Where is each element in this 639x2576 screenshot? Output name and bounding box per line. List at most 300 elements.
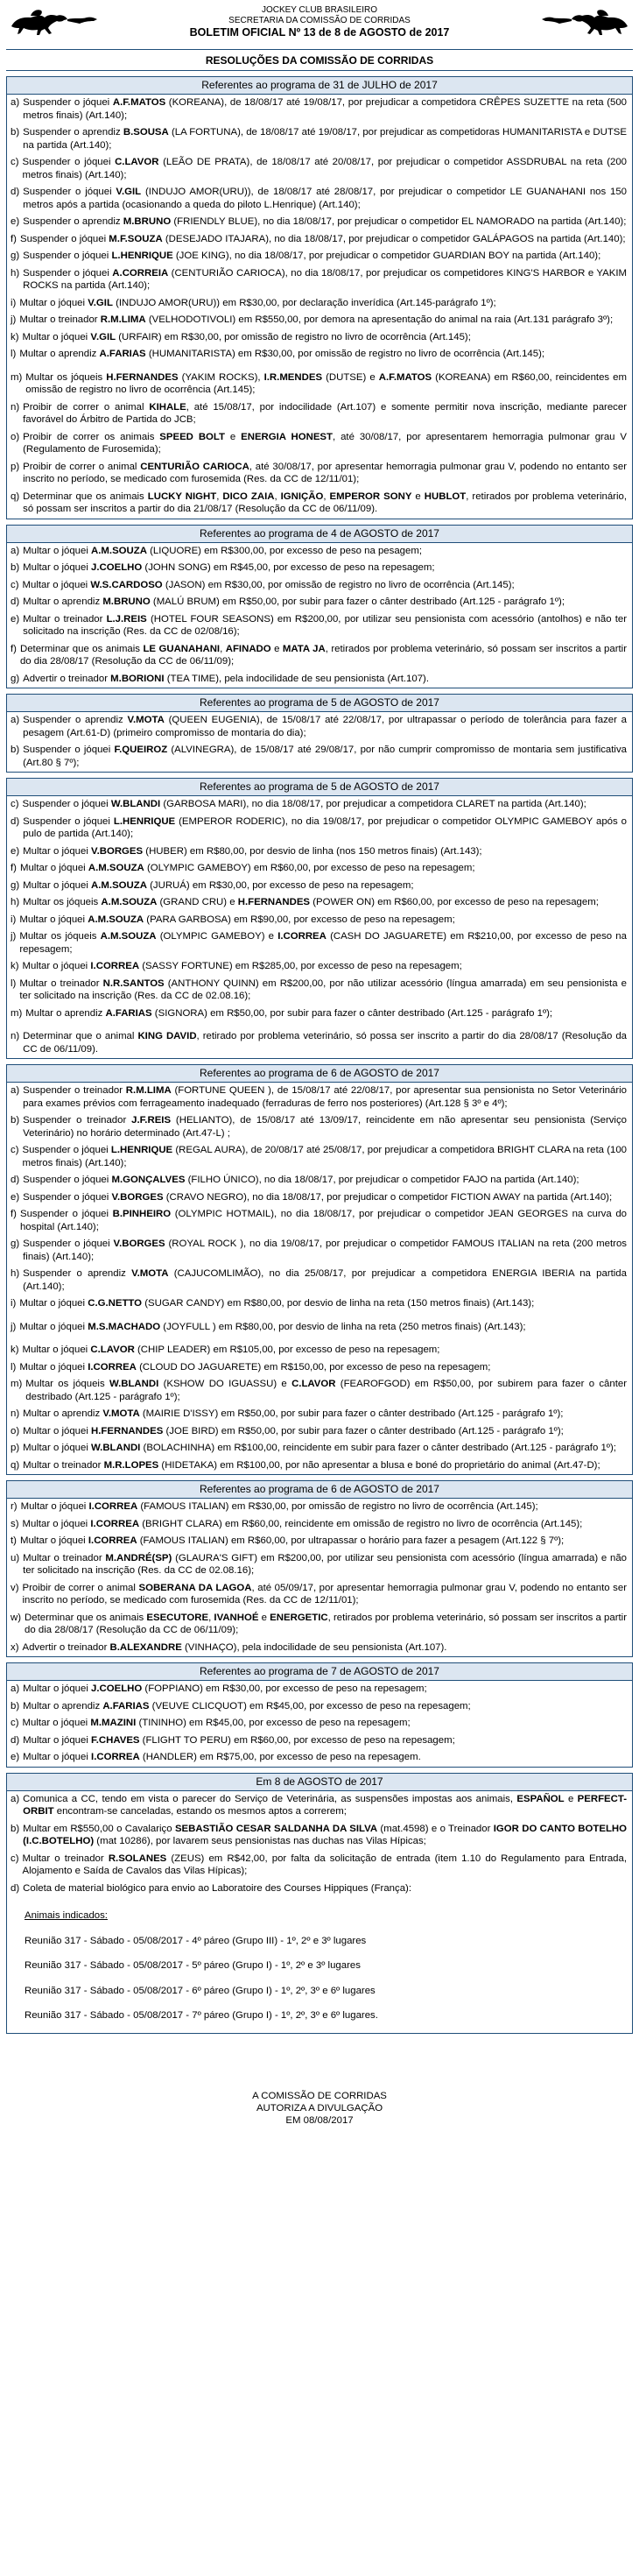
item-text: Suspender o jóquei L.HENRIQUE (REGAL AURA), de 20/08/17 até 25/08/17, por prejudicar a competidora BRIGHT CLARA na reta (100 metros finais) (Art.140); — [22, 1145, 627, 1168]
item-text: Multar em R$550,00 o Cavalariço SEBASTIÃO CESAR SALDANHA DA SILVA (mat.4598) e o Treinador IGOR DO CANTO BOTELHO (I.C.BOTELHO) (mat 10286), por lavarem seus pensionistas nas duchas nas Vilas Hípicas; — [23, 1823, 627, 1846]
highlighted-name: ENERGIA HONEST — [241, 431, 333, 442]
bulletin-header — [6, 5, 633, 44]
item-letter: d) — [11, 187, 20, 197]
item-letter: t) — [11, 1535, 17, 1546]
item-letter: h) — [11, 267, 20, 279]
item-letter: f) — [11, 643, 17, 654]
item-letter: b) — [11, 1700, 20, 1711]
resolution-item — [7, 671, 632, 688]
section-heading: Referentes ao programa de 6 de AGOSTO de 2017 — [7, 1065, 632, 1083]
item-letter: m) — [11, 1379, 23, 1389]
highlighted-name: N.R.SANTOS — [102, 977, 165, 989]
resolution-item — [7, 1516, 632, 1534]
resolution-item — [7, 214, 632, 231]
resolution-section — [6, 1662, 633, 1768]
item-text: Multar o treinador R.M.LIMA (VELHODOTIVOLI) em R$550,00, por demora na apresentação do animal na raia (Art.131 parágrafo 3º); — [19, 314, 614, 325]
item-letter: e) — [11, 613, 20, 625]
item-text: Multar o jóquei H.FERNANDES (JOE BIRD) em R$50,00, por subir para fazer o cânter destribado (Art.125 - parágrafo 1º); — [23, 1425, 564, 1436]
item-letter: s) — [11, 1518, 19, 1529]
highlighted-name: M.MAZINI — [90, 1718, 137, 1728]
item-text: Suspender o jóquei L.HENRIQUE (EMPEROR RODERIC), no dia 19/08/17, por prejudicar o competidor OLYMPIC GAMEBOY após o pulo de partida (Art.140); — [23, 815, 627, 839]
animals-label — [7, 1909, 632, 1923]
highlighted-name: W.BLANDI — [110, 799, 161, 809]
item-text: Multar o jóquei I.CORREA (HANDLER) em R$75,00, por excesso de peso na repesagem. — [23, 1752, 421, 1762]
resolution-item — [7, 560, 632, 577]
resolution-item — [7, 814, 632, 843]
item-text: Multar o jóquei A.M.SOUZA (PARA GARBOSA) em R$90,00, por excesso de peso na repesagem; — [19, 914, 455, 925]
item-text: Coleta de material biológico para envio ao Laboratoire des Courses Hippiques (França): — [23, 1882, 411, 1894]
resolution-item — [7, 860, 632, 878]
resolution-item — [7, 1749, 632, 1767]
item-letter: i) — [11, 297, 17, 308]
footer-line-1: A COMISSÃO DE CORRIDAS — [252, 2090, 387, 2101]
item-letter: n) — [11, 1031, 20, 1041]
resolution-section — [6, 1773, 633, 2034]
item-letter: b) — [11, 562, 20, 573]
resolution-item — [7, 843, 632, 861]
highlighted-name: H.FERNANDES — [106, 371, 179, 383]
resolution-item — [7, 594, 632, 611]
resolution-item — [7, 1821, 632, 1851]
highlighted-name: LUCKY NIGHT — [147, 490, 217, 502]
resolution-item — [7, 1550, 632, 1580]
highlighted-name: I.CORREA — [90, 1518, 140, 1529]
item-text: Multar o jóquei C.G.NETTO (SUGAR CANDY) em R$80,00, por desvio de linha na reta (150 metros finais) (Art.143); — [19, 1298, 535, 1309]
highlighted-name: V.BORGES — [91, 845, 144, 857]
highlighted-name: DICO ZAIA — [222, 490, 275, 502]
highlighted-name: IVANHOÉ — [214, 1612, 259, 1623]
resolution-section — [6, 694, 633, 773]
resolution-item — [7, 1266, 632, 1295]
item-letter: j) — [11, 1321, 17, 1332]
item-letter: a) — [11, 1085, 20, 1096]
item-letter: b) — [11, 1823, 20, 1834]
racehorse-logo-left — [6, 7, 104, 37]
item-letter: a) — [11, 1793, 20, 1804]
item-text: Suspender o treinador R.M.LIMA (FORTUNE QUEEN ), de 15/08/17 até 22/08/17, por apresentar sua pensionista no Setor Veterinário para exames prévios com ferrageamento inadequado (ferraduras de ferro nos posteriores) (Art.128 § 3º e 4º); — [23, 1085, 627, 1109]
footer-line-3: EM 08/08/2017 — [285, 2114, 354, 2126]
item-letter: r) — [11, 1501, 18, 1512]
highlighted-name: I.CORREA — [90, 961, 140, 971]
item-text: Suspender o jóquei W.BLANDI (GARBOSA MARI), no dia 18/08/17, por prejudicar a competidora CLARET na partida (Art.140); — [22, 799, 586, 809]
item-letter: q) — [11, 1459, 20, 1471]
highlighted-name: A.FARIAS — [102, 1700, 150, 1711]
item-letter: f) — [11, 233, 17, 244]
resolution-item — [7, 1533, 632, 1550]
section-heading: Referentes ao programa de 4 de AGOSTO de 2017 — [7, 526, 632, 543]
highlighted-name: I.CORREA — [91, 1752, 140, 1762]
highlighted-name: C.LAVOR — [291, 1379, 336, 1389]
item-letter: f) — [11, 863, 17, 873]
resolution-item — [7, 1342, 632, 1359]
item-letter: e) — [11, 216, 20, 227]
item-letter: g) — [11, 673, 20, 684]
highlighted-name: KIHALE — [149, 401, 186, 413]
resolution-item — [7, 1851, 632, 1881]
highlighted-name: M.GONÇALVES — [111, 1175, 186, 1185]
resolution-item — [7, 1406, 632, 1423]
resolution-section — [6, 76, 633, 519]
item-text: Proibir de correr os animais SPEED BOLT e ENERGIA HONEST, até 30/08/17, por apresentarem hemorragia pulmonar grau V (Regulamento de Furosemida); — [23, 431, 628, 455]
highlighted-name: M.BRUNO — [123, 216, 172, 227]
item-letter: l) — [11, 977, 17, 989]
highlighted-name: V.GIL — [116, 187, 142, 197]
resolution-item — [7, 459, 632, 489]
item-letter: e) — [11, 845, 20, 857]
item-letter: c) — [11, 799, 19, 809]
highlighted-name: M.BORIONI — [110, 673, 165, 684]
highlighted-name: I.CORREA — [88, 1535, 137, 1546]
item-text: Suspender o jóquei M.GONÇALVES (FILHO ÚNICO), no dia 18/08/17, por prejudicar o competidor FAJO na partida (Art.140); — [23, 1175, 579, 1185]
resolution-item — [7, 1142, 632, 1172]
item-text: Suspender o jóquei V.GIL (INDUJO AMOR(URU)), de 18/08/17 até 28/08/17, por prejudicar o competidor LE GUANAHANI nos 150 metros após a partida (ocasionando a queda do piloto L.Henrique) (Art.140); — [23, 187, 628, 210]
resolution-item — [7, 611, 632, 641]
item-text: Proibir de correr o animal CENTURIÃO CARIOCA, até 30/08/17, por apresentar hemorragia pulmonar grau V, podendo no entanto ser inscrito no período, se medicado com furosemida (Res. da CC de 12/11/01); — [23, 461, 627, 484]
resolution-item — [7, 1028, 632, 1058]
item-letter: f) — [11, 1209, 17, 1219]
resolutions-title: RESOLUÇÕES DA COMISSÃO DE CORRIDAS — [6, 49, 633, 71]
highlighted-name: I.R.MENDES — [263, 371, 323, 383]
resolution-item — [7, 231, 632, 249]
section-heading: Referentes ao programa de 31 de JULHO de 2017 — [7, 77, 632, 95]
resolution-item — [7, 329, 632, 347]
highlighted-name: LE GUANAHANI — [143, 643, 221, 654]
highlighted-name: F.QUEIROZ — [114, 745, 168, 755]
item-letter: x) — [11, 1641, 19, 1653]
item-letter: b) — [11, 127, 20, 138]
highlighted-name: H.FERNANDES — [91, 1425, 164, 1436]
item-text: Multar o jóquei J.COELHO (FOPPIANO) em R$30,00, por excesso de peso na repesagem; — [23, 1683, 427, 1694]
highlighted-name: ENERGETIC — [270, 1612, 328, 1623]
item-letter: o) — [11, 431, 20, 442]
reunion-line: Reunião 317 - Sábado - 05/08/2017 - 4º páreo (Grupo III) - 1º, 2º e 3º lugares — [25, 1935, 367, 1946]
resolution-item — [7, 1499, 632, 1516]
highlighted-name: A.M.SOUZA — [101, 897, 158, 907]
item-text: Multar o treinador R.SOLANES (ZEUS) em R$42,00, por falta da solicitação de entrada (item 1.10 do Regulamento para Entrada, Alojamento e Saída de Cavalos das Vilas Hípicas); — [22, 1853, 628, 1876]
item-text: Determinar que o animal KING DAVID, retirado por problema veterinário, só possa ser inscrito a partir do dia 28/08/17 (Resolução da CC de 06/11/09). — [23, 1031, 627, 1055]
item-text: Multar o jóquei I.CORREA (CLOUD DO JAGUARETE) em R$150,00, por excesso de peso na repesagem; — [19, 1361, 491, 1373]
resolution-item — [7, 1172, 632, 1189]
resolution-item — [7, 1359, 632, 1377]
section-heading: Referentes ao programa de 5 de AGOSTO de 2017 — [7, 695, 632, 712]
item-text: Multar o jóquei W.BLANDI (BOLACHINHA) em R$100,00, reincidente em subir para fazer o cânter destribado (Art.125 - parágrafo 1º); — [23, 1443, 616, 1453]
highlighted-name: (I.C.BOTELHO) — [23, 1836, 95, 1846]
item-letter: l) — [11, 1361, 17, 1373]
resolution-item — [7, 1733, 632, 1750]
highlighted-name: M.R.LOPES — [103, 1459, 159, 1471]
highlighted-name: MATA JA — [282, 643, 326, 654]
resolution-item — [7, 295, 632, 313]
item-text: Multar o jóquei A.M.SOUZA (OLYMPIC GAMEBOY) em R$60,00, por excesso de peso na repesagem; — [19, 863, 475, 873]
highlighted-name: L.HENRIQUE — [113, 815, 176, 827]
highlighted-name: B.ALEXANDRE — [109, 1641, 182, 1653]
resolution-item — [7, 1206, 632, 1236]
resolution-item — [7, 154, 632, 184]
reunion-line: Reunião 317 - Sábado - 05/08/2017 - 7º páreo (Grupo I) - 1º, 2º, 3º e 6º lugares. — [25, 2010, 378, 2021]
item-text: Suspender o jóquei M.F.SOUZA (DESEJADO ITAJARA), no dia 18/08/17, por prejudicar o competidor GALÁPAGOS na partida (Art.140); — [19, 233, 626, 244]
highlighted-name: F.CHAVES — [91, 1734, 140, 1746]
item-letter: i) — [11, 914, 17, 925]
item-letter: g) — [11, 1239, 20, 1249]
resolution-item — [7, 641, 632, 671]
highlighted-name: A.M.SOUZA — [100, 931, 157, 942]
item-letter: d) — [11, 596, 20, 607]
item-letter: o) — [11, 1425, 20, 1436]
sections-container — [6, 76, 633, 2034]
resolution-item — [7, 878, 632, 895]
highlighted-name: C.LAVOR — [90, 1344, 135, 1355]
item-text: Multar o jóquei I.CORREA (FAMOUS ITALIAN) em R$60,00, por ultrapassar o horário para fazer a pesagem (Art.122 § 7º); — [19, 1535, 565, 1546]
highlighted-name: AFINADO — [225, 643, 271, 654]
highlighted-name: PERFECT-ORBIT — [23, 1793, 627, 1817]
item-letter: g) — [11, 879, 20, 891]
resolution-item — [7, 1236, 632, 1266]
item-letter: d) — [11, 1882, 20, 1894]
dept-name: SECRETARIA DA COMISSÃO DE CORRIDAS — [228, 16, 411, 25]
reunion-line: Reunião 317 - Sábado - 05/08/2017 - 5º páreo (Grupo I) - 1º, 2º e 3º lugares — [25, 1960, 361, 1971]
item-text: Multar o jóquei I.CORREA (SASSY FORTUNE) em R$285,00, por excesso de peso na repesagem; — [22, 961, 462, 971]
resolution-item — [7, 1791, 632, 1821]
item-letter: k) — [11, 331, 19, 342]
resolution-item — [7, 958, 632, 976]
highlighted-name: W.BLANDI — [109, 1379, 159, 1389]
item-text: Suspender o jóquei F.QUEIROZ (ALVINEGRA), de 15/08/17 até 29/08/17, por não cumprir compromisso de montaria sem justificativa (Art.80 § 7º); — [23, 745, 627, 768]
item-letter: v) — [11, 1582, 19, 1593]
item-letter: m) — [11, 1007, 23, 1019]
resolution-item — [7, 95, 632, 124]
item-text: Advertir o treinador M.BORIONI (TEA TIME), pela indocilidade de seu pensionista (Art.107). — [23, 673, 429, 684]
item-text: Suspender o jóquei C.LAVOR (LEÃO DE PRATA), de 18/08/17 até 20/08/17, por prejudicar o competidor ASSDRUBAL na reta (200 metros finais) (Art.140); — [22, 157, 627, 180]
item-letter: m) — [11, 371, 23, 383]
item-text: Suspender o jóquei A.F.MATOS (KOREANA), de 18/08/17 até 19/08/17, por prejudicar a competidora CRÊPES SUZETTE na reta (500 metros finais) (Art.140); — [23, 97, 627, 121]
highlighted-name: V.BORGES — [111, 1191, 164, 1203]
resolution-item — [7, 912, 632, 929]
resolution-item — [7, 1640, 632, 1657]
resolution-item — [7, 928, 632, 958]
highlighted-name: A.M.SOUZA — [91, 879, 147, 891]
item-letter: c) — [11, 1145, 19, 1155]
resolution-item — [7, 489, 632, 519]
item-text: Proibir de correr o animal KIHALE, até 15/08/17, por indocilidade (Art.107) e somente permitir nova inscrição, mediante parecer favorável do Árbitro de Partida do JCB; — [23, 401, 628, 425]
highlighted-name: EMPEROR SONY — [329, 490, 412, 502]
resolution-item — [7, 1423, 632, 1441]
animals-label-text: Animais indicados: — [25, 1910, 108, 1921]
footer-line-2: AUTORIZA A DIVULGAÇÃO — [256, 2102, 383, 2114]
item-letter: e) — [11, 1191, 20, 1203]
item-text: Multar o jóquei A.M.SOUZA (LIQUORE) em R$300,00, por excesso de peso na pesagem; — [23, 545, 422, 556]
item-text: Multar o jóquei F.CHAVES (FLIGHT TO PERU) em R$60,00, por excesso de peso na repesagem; — [23, 1734, 455, 1746]
highlighted-name: A.M.SOUZA — [88, 863, 144, 873]
item-text: Multar o jóquei C.LAVOR (CHIP LEADER) em R$105,00, por excesso de peso na repesagem; — [22, 1344, 440, 1355]
highlighted-name: M.BRUNO — [102, 596, 151, 607]
item-letter: e) — [11, 1752, 20, 1762]
item-text: Suspender o aprendiz M.BRUNO (FRIENDLY BLUE), no dia 18/08/17, por prejudicar o competidor EL NAMORADO na partida (Art.140); — [23, 216, 627, 227]
item-text: Suspender o jóquei B.PINHEIRO (OLYMPIC HOTMAIL), no dia 18/08/17, por prejudicar o competidor JEAN GEORGES na curva do hospital (Art.140); — [19, 1209, 627, 1232]
item-text: Multar o aprendiz A.FARIAS (HUMANITARISTA) em R$30,00, por omissão de registro no livro de ocorrência (Art.145); — [19, 349, 545, 359]
item-text: Suspender o jóquei V.BORGES (ROYAL ROCK ), no dia 19/08/17, por prejudicar o competidor FAMOUS ITALIAN na reta (200 metros finais) (Art.140); — [23, 1239, 627, 1262]
highlighted-name: M.ANDRÉ(SP) — [105, 1552, 172, 1563]
highlighted-name: A.FARIAS — [105, 1007, 152, 1019]
signature-block — [6, 2090, 633, 2127]
item-text: Multar o aprendiz M.BRUNO (MALÚ BRUM) em R$50,00, por subir para fazer o cânter destribado (Art.125 - parágrafo 1º); — [23, 596, 565, 607]
item-letter: g) — [11, 251, 20, 261]
item-text: Multar o jóquei W.S.CARDOSO (JASON) em R$30,00, por omissão de registro no livro de ocorrência (Art.145); — [22, 579, 515, 590]
item-text: Suspender o aprendiz V.MOTA (CAJUCOMLIMÃO), no dia 25/08/17, por prejudicar a competidora ENERGIA IBERIA na partida (Art.140); — [23, 1268, 627, 1292]
item-letter: p) — [11, 461, 20, 472]
resolution-section — [6, 1064, 633, 1475]
resolution-item — [7, 577, 632, 595]
item-letter: j) — [11, 931, 17, 942]
item-text: Advertir o treinador B.ALEXANDRE (VINHAÇO), pela indocilidade de seu pensionista (Art.107). — [22, 1641, 447, 1653]
item-text: Multar o jóquei J.COELHO (JOHN SONG) em R$45,00, por excesso de peso na repesagem; — [23, 562, 435, 573]
highlighted-name: I.CORREA — [277, 931, 327, 942]
highlighted-name: IGOR DO CANTO BOTELHO — [493, 1823, 627, 1834]
section-heading: Referentes ao programa de 5 de AGOSTO de 2017 — [7, 779, 632, 796]
item-text: Determinar que os animais ESECUTORE, IVANHOÉ e ENERGETIC, retirados por problema veterinário, só possam ser inscritos a partir do dia 28/08/17 (Resolução da CC de 06/11/09); — [25, 1612, 627, 1635]
item-letter: a) — [11, 97, 20, 108]
highlighted-name: J.COELHO — [91, 1683, 143, 1694]
racehorse-logo-right — [535, 7, 633, 37]
item-text: Suspender o aprendiz B.SOUSA (LA FORTUNA), de 18/08/17 até 19/08/17, por prejudicar as competidoras HUMANITARISTA e DUTSE na partida (Art.140); — [23, 127, 628, 151]
item-letter: i) — [11, 1298, 17, 1309]
resolution-item — [7, 1580, 632, 1610]
resolution-item — [7, 346, 632, 370]
resolution-section — [6, 778, 633, 1059]
resolution-item — [7, 1319, 632, 1343]
resolution-item — [7, 742, 632, 772]
highlighted-name: I.CORREA — [88, 1501, 138, 1512]
highlighted-name: M.S.MACHADO — [88, 1321, 161, 1332]
highlighted-name: B.SOUSA — [123, 127, 169, 138]
highlighted-name: ESPAÑOL — [516, 1793, 565, 1804]
resolution-item — [7, 1112, 632, 1142]
highlighted-name: HUBLOT — [424, 490, 467, 502]
item-text: Multar os jóqueis H.FERNANDES (YAKIM ROCKS), I.R.MENDES (DUTSE) e A.F.MATOS (KOREANA) em R$60,00, reincidentes em omissão de registro no livro de ocorrência (Art.145); — [25, 371, 627, 395]
highlighted-name: CENTURIÃO CARIOCA — [140, 461, 249, 472]
resolution-item — [7, 265, 632, 295]
item-text: Multar os jóqueis W.BLANDI (KSHOW DO IGUASSU) e C.LAVOR (FEAROFGOD) em R$50,00, por subirem para fazer o cânter destribado (Art.125 - parágrafo 1º); — [25, 1379, 627, 1402]
resolution-item — [7, 1376, 632, 1406]
highlighted-name: M.F.SOUZA — [109, 233, 163, 244]
section-heading: Referentes ao programa de 7 de AGOSTO de 2017 — [7, 1663, 632, 1681]
highlighted-name: V.GIL — [88, 297, 113, 308]
item-text: Multar o jóquei V.GIL (INDUJO AMOR(URU)) em R$30,00, por declaração inverídica (Art.145-parágrafo 1º); — [19, 297, 496, 308]
item-letter: k) — [11, 961, 19, 971]
item-text: Determinar que os animais LUCKY NIGHT, DICO ZAIA, IGNIÇÃO, EMPEROR SONY e HUBLOT, retirados por problema veterinário, só possam ser inscritos a partir do dia 21/08/17 (Resolução da CC de 06/11/09). — [23, 490, 628, 514]
resolution-item — [7, 1881, 632, 1898]
item-text: Suspender o jóquei A.CORREIA (CENTURIÃO CARIOCA), no dia 18/08/17, por prejudicar os competidores KING'S HARBOR e YAKIM ROCKS na partida (Art.140); — [23, 267, 628, 291]
item-text: Proibir de correr o animal SOBERANA DA LAGOA, até 05/09/17, por apresentar hemorragia pulmonar grau V, podendo no entanto ser inscrito no período, se medicado com furosemida (Res. da CC de 12/11/01); — [22, 1582, 628, 1606]
highlighted-name: C.G.NETTO — [88, 1298, 143, 1309]
item-text: Multar o aprendiz A.FARIAS (SIGNORA) em R$50,00, por subir para fazer o cânter destribado (Art.125 - parágrafo 1º); — [25, 1007, 553, 1019]
highlighted-name: KING DAVID — [137, 1031, 197, 1041]
item-text: Multar os jóqueis A.M.SOUZA (OLYMPIC GAMEBOY) e I.CORREA (CASH DO JAGUARETE) em R$210,00, por excesso de peso na repesagem; — [19, 931, 627, 955]
highlighted-name: L.HENRIQUE — [110, 1145, 173, 1155]
highlighted-name: R.M.LIMA — [125, 1085, 172, 1096]
item-letter: c) — [11, 579, 19, 590]
resolution-item — [7, 796, 632, 814]
highlighted-name: SEBASTIÃO CESAR SALDANHA DA SILVA — [174, 1823, 378, 1834]
item-letter: d) — [11, 1734, 20, 1746]
item-text: Multar o aprendiz V.MOTA (MAIRIE D'ISSY) em R$50,00, por subir para fazer o cânter destribado (Art.125 - parágrafo 1º); — [23, 1408, 564, 1419]
highlighted-name: W.S.CARDOSO — [90, 579, 163, 590]
resolution-item — [7, 312, 632, 329]
resolution-item — [7, 1715, 632, 1733]
resolution-item — [7, 124, 632, 154]
item-letter: u) — [11, 1552, 20, 1563]
highlighted-name: A.M.SOUZA — [91, 545, 147, 556]
highlighted-name: A.FARIAS — [99, 349, 146, 359]
item-letter: k) — [11, 1344, 19, 1355]
resolution-item — [7, 976, 632, 1006]
item-letter: c) — [11, 157, 19, 167]
item-text: Multar o treinador M.ANDRÉ(SP) (GLAURA'S GIFT) em R$200,00, por utilizar seu pensionista com acessório (língua amarrada) e não ter solicitado na inscrição (Res. da CC de 02.08.16); — [23, 1552, 627, 1576]
highlighted-name: L.HENRIQUE — [111, 251, 173, 261]
item-letter: c) — [11, 1853, 19, 1864]
item-letter: j) — [11, 314, 17, 325]
resolution-item — [7, 1189, 632, 1207]
highlighted-name: C.LAVOR — [115, 157, 159, 167]
item-letter: p) — [11, 1443, 20, 1453]
resolution-item — [7, 184, 632, 214]
item-text: Multar o treinador M.R.LOPES (HIDETAKA) em R$100,00, por não apresentar a blusa e boné do proprietário do animal (Art.47-D); — [23, 1459, 600, 1471]
highlighted-name: V.MOTA — [127, 715, 165, 725]
highlighted-name: J.F.REIS — [131, 1115, 172, 1126]
resolution-item — [7, 894, 632, 912]
resolution-item — [7, 1083, 632, 1112]
resolution-item — [7, 429, 632, 459]
highlighted-name: W.BLANDI — [91, 1443, 141, 1453]
item-text: Multar o treinador L.J.REIS (HOTEL FOUR SEASONS) em R$200,00, por utilizar seu pensionista com acessório (antolhos) e não ter solicitado na inscrição (Res. da CC de 02/08/16); — [23, 613, 627, 637]
reunion-line: Reunião 317 - Sábado - 05/08/2017 - 6º páreo (Grupo I) - 1º, 2º, 3º e 6º lugares — [25, 1985, 376, 1996]
resolution-item — [7, 399, 632, 429]
highlighted-name: R.SOLANES — [108, 1853, 167, 1864]
item-text: Suspender o jóquei L.HENRIQUE (JOE KING), no dia 18/08/17, por prejudicar o competidor GUARDIAN BOY na partida (Art.140); — [23, 251, 601, 261]
item-text: Multar o aprendiz A.FARIAS (VEUVE CLICQUOT) em R$45,00, por excesso de peso na repesagem; — [23, 1700, 471, 1711]
section-heading: Em 8 de AGOSTO de 2017 — [7, 1774, 632, 1791]
item-text: Multar o jóquei M.MAZINI (TININHO) em R$45,00, por excesso de peso na repesagem; — [22, 1718, 411, 1728]
item-letter: b) — [11, 745, 20, 755]
section-heading: Referentes ao programa de 6 de AGOSTO de 2017 — [7, 1481, 632, 1499]
item-text: Suspender o jóquei V.BORGES (CRAVO NEGRO), no dia 18/08/17, por prejudicar o competidor FICTION AWAY na partida (Art.140); — [23, 1191, 613, 1203]
item-letter: w) — [11, 1612, 22, 1623]
highlighted-name: A.F.MATOS — [378, 371, 432, 383]
highlighted-name: V.MOTA — [131, 1268, 169, 1279]
item-text: Multar o treinador N.R.SANTOS (ANTHONY QUINN) em R$200,00, por não utilizar acessório (língua amarrada) em seu pensionista e ter solicitado na inscrição (Res. da CC de 02.08.16); — [19, 977, 628, 1001]
highlighted-name: A.CORREIA — [112, 267, 169, 279]
highlighted-name: V.GIL — [90, 331, 116, 342]
resolution-item — [7, 1295, 632, 1319]
item-letter: h) — [11, 1268, 20, 1279]
item-text: Suspender o treinador J.F.REIS (HELIANTO), de 15/08/17 até 13/09/17, reincidente em não apresentar seu pensionista (Serviço Veterinário) no horário determinado (Art.47-L) ; — [23, 1115, 627, 1139]
org-name: JOCKEY CLUB BRASILEIRO — [261, 5, 378, 15]
item-letter: a) — [11, 1683, 20, 1694]
highlighted-name: H.FERNANDES — [237, 897, 311, 907]
highlighted-name: SOBERANA DA LAGOA — [138, 1582, 252, 1593]
item-letter: d) — [11, 815, 20, 827]
item-letter: n) — [11, 1408, 20, 1419]
item-letter: c) — [11, 1718, 19, 1728]
item-text: Multar o jóquei A.M.SOUZA (JURUÁ) em R$30,00, por excesso de peso na repesagem; — [23, 879, 414, 891]
highlighted-name: R.M.LIMA — [100, 314, 146, 325]
highlighted-name: A.F.MATOS — [112, 97, 166, 108]
resolution-item — [7, 1681, 632, 1698]
highlighted-name: B.PINHEIRO — [112, 1209, 172, 1219]
highlighted-name: SPEED BOLT — [159, 431, 225, 442]
resolution-item — [7, 1457, 632, 1475]
highlighted-name: ESECUTORE — [146, 1612, 209, 1623]
resolution-item — [7, 1006, 632, 1029]
